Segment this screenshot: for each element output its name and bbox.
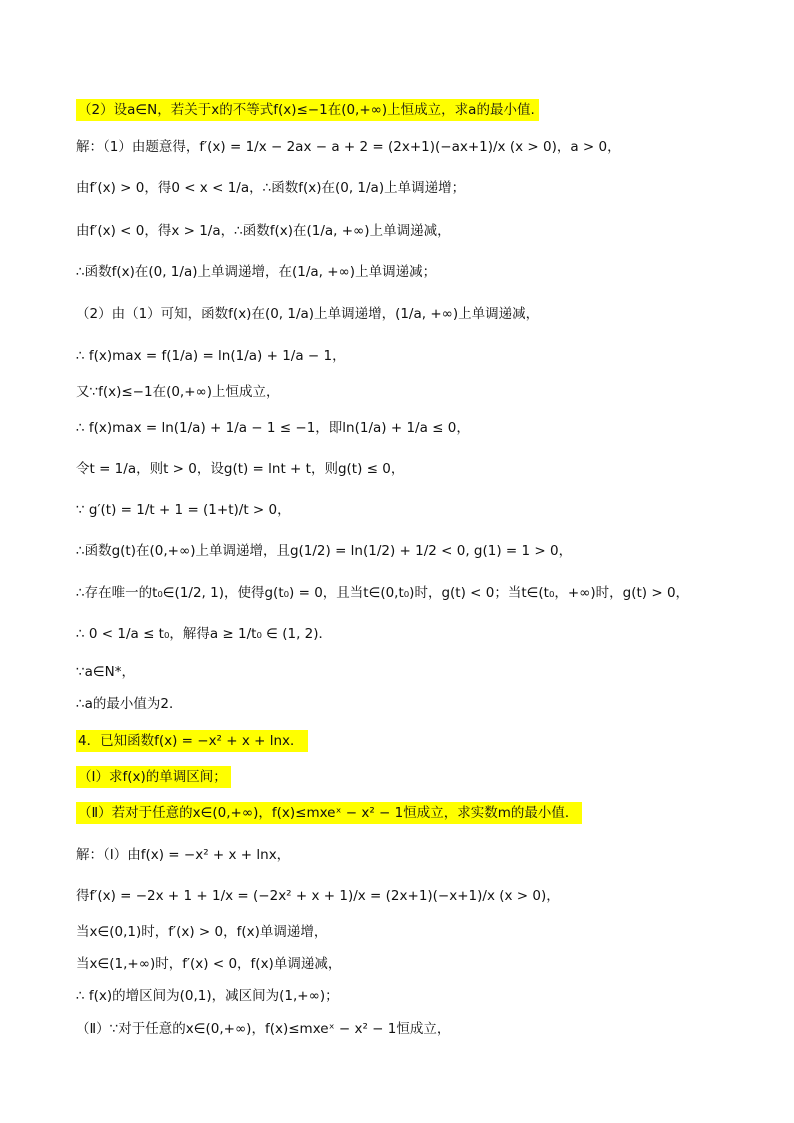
solution-line: ∴ 0 < 1/a ≤ t₀，解得a ≥ 1/t₀ ∈ (1, 2)．	[76, 626, 333, 642]
problem-4-part-2: （Ⅱ）若对于任意的x∈(0,+∞)，f(x)≤mxeˣ − x² − 1恒成立，求实数m的最小值．	[76, 802, 582, 824]
solution-line: ∴a的最小值为2．	[76, 696, 183, 712]
solution-line: 当x∈(1,+∞)时，f′(x) < 0，f(x)单调递减，	[76, 956, 342, 972]
solution-line: （2）由（1）可知，函数f(x)在(0, 1/a)上单调递增，(1/a, +∞)上单调递减，	[76, 306, 540, 322]
solution-line: 得f′(x) = −2x + 1 + 1/x = (−2x² + x + 1)/x = (2x+1)(−x+1)/x (x > 0)，	[76, 888, 560, 904]
solution-line: 由f′(x) > 0，得0 < x < 1/a，∴函数f(x)在(0, 1/a)上单调递增；	[76, 180, 466, 196]
solution-line: 解：（Ⅰ）由f(x) = −x² + x + lnx，	[76, 847, 291, 863]
solution-line: 解：（1）由题意得，f′(x) = 1/x − 2ax − a + 2 = (2x+1)(−ax+1)/x (x > 0)，a > 0，	[76, 139, 621, 155]
problem-4-heading: 4．已知函数f(x) = −x² + x + lnx．	[76, 730, 308, 752]
solution-line: 令t = 1/a，则t > 0，设g(t) = lnt + t，则g(t) ≤ 0，	[76, 461, 405, 477]
solution-line: ∵ g′(t) = 1/t + 1 = (1+t)/t > 0，	[76, 502, 291, 518]
question-2-heading: （2）设a∈N，若关于x的不等式f(x)≤−1在(0,+∞)上恒成立，求a的最小值.	[76, 99, 539, 121]
solution-line: 又∵f(x)≤−1在(0,+∞)上恒成立，	[76, 384, 280, 400]
solution-line: ∴存在唯一的t₀∈(1/2, 1)，使得g(t₀) = 0，且当t∈(0,t₀)时，g(t) < 0；当t∈(t₀，+∞)时，g(t) > 0，	[76, 585, 690, 601]
solution-line: ∵a∈N*，	[76, 664, 135, 680]
solution-line: ∴函数f(x)在(0, 1/a)上单调递增，在(1/a, +∞)上单调递减；	[76, 264, 437, 280]
solution-line: ∴ f(x)的增区间为(0,1)，减区间为(1,+∞)；	[76, 988, 339, 1004]
solution-line: 当x∈(0,1)时，f′(x) > 0，f(x)单调递增，	[76, 924, 328, 940]
solution-line: ∴函数g(t)在(0,+∞)上单调递增，且g(1/2) = ln(1/2) + 1/2 < 0, g(1) = 1 > 0，	[76, 543, 573, 559]
solution-line: 由f′(x) < 0，得x > 1/a，∴函数f(x)在(1/a, +∞)上单调递减，	[76, 223, 451, 239]
solution-line: （Ⅱ）∵对于任意的x∈(0,+∞)，f(x)≤mxeˣ − x² − 1恒成立，	[76, 1021, 451, 1037]
solution-line: ∴ f(x)max = f(1/a) = ln(1/a) + 1/a − 1，	[76, 348, 346, 364]
problem-4-part-1: （Ⅰ）求f(x)的单调区间；	[76, 766, 231, 788]
solution-line: ∴ f(x)max = ln(1/a) + 1/a − 1 ≤ −1，即ln(1/a) + 1/a ≤ 0，	[76, 420, 470, 436]
